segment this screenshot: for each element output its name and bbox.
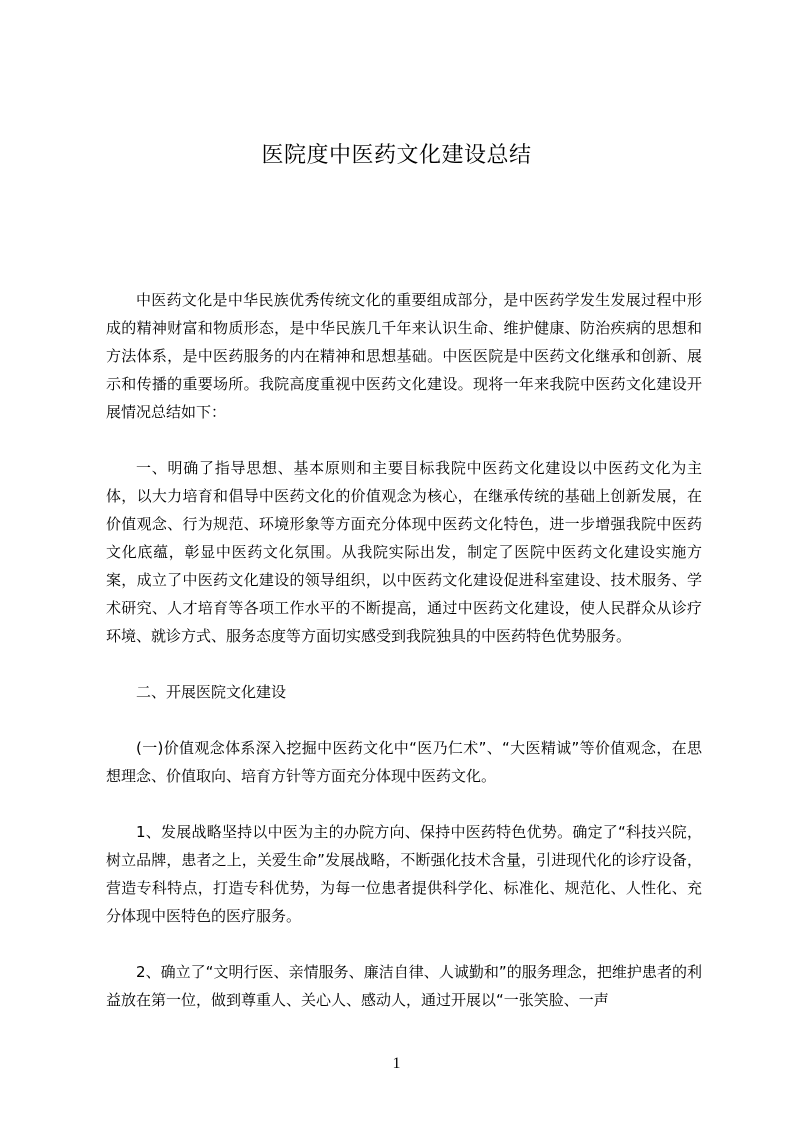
development-strategy-paragraph: 1、发展战略坚持以中医为主的办院方向、保持中医药特色优势。确定了“科技兴院，树立品牌，患者之上，关爱生命”发展战略，不断强化技术含量，引进现代化的诊疗设备，营造专科特点，打造专科优势，为每一位患者提供科学化、标准化、规范化、人性化、充分体现中医特色的医疗服务。 [106,823,702,925]
intro-paragraph: 中医药文化是中华民族优秀传统文化的重要组成部分，是中医药学发生发展过程中形成的精神财富和物质形态，是中华民族几千年来认识生命、维护健康、防治疾病的思想和方法体系，是中医药服务的内在精神和思想基础。中医医院是中医药文化继承和创新、展示和传播的重要场所。我院高度重视中医药文化建设。现将一年来我院中医药文化建设开展情况总结如下： [106,291,702,421]
service-concept-paragraph: 2、确立了“文明行医、亲情服务、廉洁自律、人诚勤和”的服务理念，把维护患者的利益放在第一位，做到尊重人、关心人、感动人，通过开展以“一张笑脸、一声 [106,963,702,1009]
section-two-heading: 二、开展医院文化建设 [136,683,287,701]
value-system-paragraph: (一)价值观念体系深入挖掘中医药文化中“医乃仁术”、“大医精诚”等价值观念，在思想理念、价值取向、培育方针等方面充分体现中医药文化。 [106,739,702,785]
document-title: 医院度中医药文化建设总结 [261,143,532,168]
section-one-paragraph: 一、明确了指导思想、基本原则和主要目标我院中医药文化建设以中医药文化为主体，以大力培育和倡导中医药文化的价值观念为核心，在继承传统的基础上创新发展，在价值观念、行为规范、环境形象等方面充分体现中医药文化特色，进一步增强我院中医药文化底蕴，彰显中医药文化氛围。从我院实际出发，制定了医院中医药文化建设实施方案，成立了中医药文化建设的领导组织，以中医药文化建设促进科室建设、技术服务、学术研究、人才培育等各项工作水平的不断提高，通过中医药文化建设，使人民群众从诊疗环境、就诊方式、服务态度等方面切实感受到我院独具的中医药特色优势服务。 [106,459,702,645]
page-number: 1 [392,1055,401,1072]
document-body [106,286,702,1042]
